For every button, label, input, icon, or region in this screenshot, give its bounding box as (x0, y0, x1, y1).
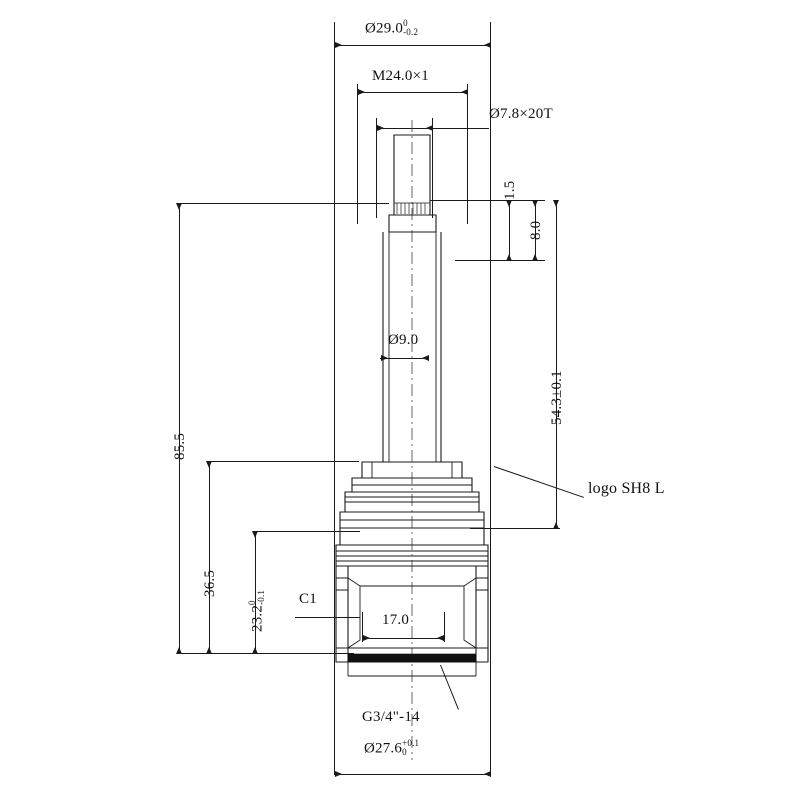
dim-label-thread-g34: G3/4"-14 (362, 709, 420, 725)
dim-label-36p5: 36.5 (202, 569, 218, 597)
annotation-logo-note: logo SH8 L (588, 480, 665, 497)
dim-label-od-bottom: Ø27.6 +0.1 0 (364, 738, 420, 757)
dim-label-chamfer-c1: C1 (299, 591, 317, 607)
bottom-seal-face (348, 654, 476, 662)
dim-label-1p5: 1.5 (502, 180, 518, 200)
dim-label-base-width: 17.0 (382, 612, 410, 628)
dim-label-stem-dia: Ø9.0 (388, 332, 419, 348)
dim-label-85p5: 85.5 (172, 432, 188, 460)
dim-label-thread-m24: M24.0×1 (372, 68, 429, 84)
stem-collar (389, 215, 436, 232)
dim-label-54p3: 54.3±0.1 (549, 370, 565, 425)
dim-label-od-top: Ø29.0 0 -0.2 (365, 18, 419, 37)
dim-label-8p0: 8.0 (528, 220, 544, 240)
dim-label-spline: Ø7.8×20T (489, 106, 553, 122)
dim-label-23p2: 23.2 0 -0.1 (247, 589, 266, 632)
